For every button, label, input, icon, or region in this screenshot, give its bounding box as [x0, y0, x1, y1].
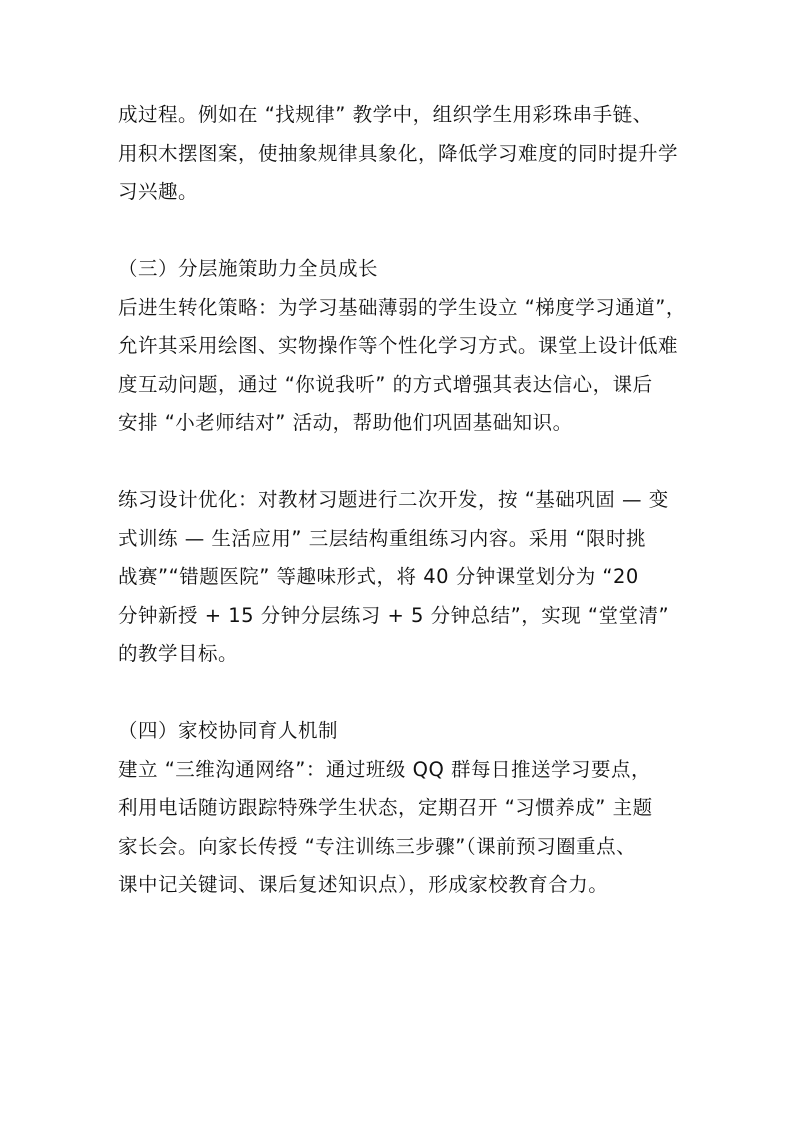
paragraph-remediation-strategy — [118, 289, 684, 443]
text-line: 度互动问题，通过 “你说我听” 的方式增强其表达信心，课后 — [118, 372, 653, 396]
text-line: 战赛”“错题医院” 等趣味形式，将 40 分钟课堂划分为 “20 — [118, 565, 639, 588]
text-line: 建立 “三维沟通网络”：通过班级 QQ 群每日推送学习要点， — [118, 757, 651, 781]
paragraph-home-school-network — [118, 751, 684, 905]
text-line: 的教学目标。 — [118, 642, 239, 665]
text-line: 成过程。例如在 “找规律” 教学中，组织学生用彩珠串手链、 — [118, 103, 653, 126]
text-line: 安排 “小老师结对” 活动，帮助他们巩固基础知识。 — [118, 411, 573, 434]
paragraph-spacer — [118, 674, 684, 713]
paragraph-spacer — [118, 212, 684, 251]
text-line: 利用电话随访跟踪特殊学生状态，定期召开 “习惯养成” 主题 — [118, 796, 653, 819]
section-heading: （三）分层施策助力全员成长 — [118, 257, 379, 280]
paragraph-intro — [118, 96, 684, 212]
text-line: 家长会。向家长传授 “专注训练三步骤”（课前预习圈重点、 — [118, 834, 637, 858]
text-line: 习兴趣。 — [118, 180, 199, 203]
text-line: 课中记关键词、课后复述知识点），形成家校教育合力。 — [118, 873, 609, 896]
text-line: 分钟新授 + 15 分钟分层练习 + 5 分钟总结”，实现 “堂堂清” — [118, 603, 670, 627]
text-line: 允许其采用绘图、实物操作等个性化学习方式。课堂上设计低难 — [118, 334, 679, 357]
text-line: 练习设计优化：对教材习题进行二次开发，按 “基础巩固 — 变 — [118, 488, 669, 511]
section-four — [118, 712, 684, 905]
section-three — [118, 250, 684, 674]
text-line: 后进生转化策略：为学习基础薄弱的学生设立 “梯度学习通道”， — [118, 295, 686, 319]
paragraph-exercise-design — [118, 481, 684, 674]
document-body — [118, 96, 684, 905]
paragraph-spacer — [118, 443, 684, 482]
text-line: 用积木摆图案，使抽象规律具象化，降低学习难度的同时提升学 — [118, 141, 679, 165]
text-line: 式训练 — 生活应用” 三层结构重组练习内容。采用 “限时挑 — [118, 526, 646, 550]
section-heading: （四）家校协同育人机制 — [118, 719, 339, 742]
